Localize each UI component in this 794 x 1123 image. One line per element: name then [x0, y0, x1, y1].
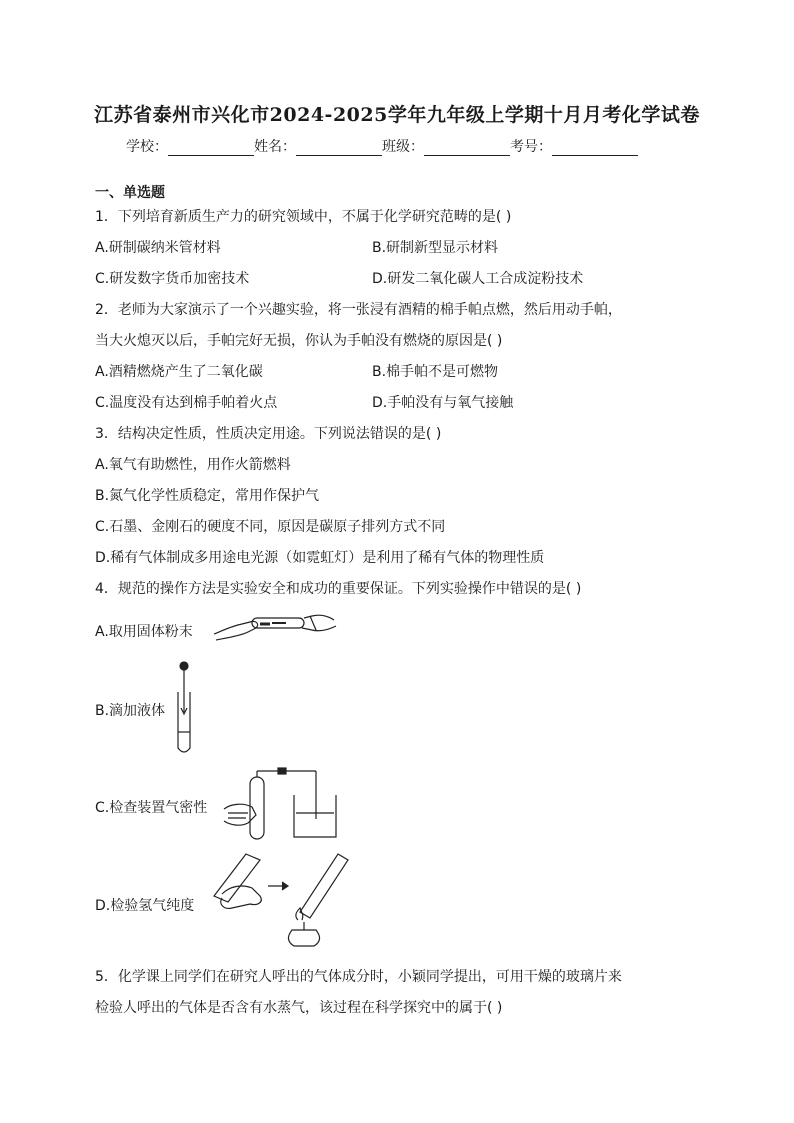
- q1-option-b[interactable]: B.研制新型显示材料: [372, 240, 499, 256]
- dropper-test-tube-icon: [172, 660, 196, 756]
- q2-option-c[interactable]: C.温度没有达到棉手帕着火点: [95, 395, 278, 411]
- q3-option-b[interactable]: B.氮气化学性质稳定，常用作保护气: [95, 488, 320, 504]
- q1-option-c[interactable]: C.研发数字货币加密技术: [95, 271, 250, 287]
- name-field[interactable]: [254, 136, 382, 156]
- q4-option-d[interactable]: D.检验氢气纯度: [95, 898, 195, 914]
- q4-option-b[interactable]: B.滴加液体: [95, 703, 166, 719]
- hand-test-tube-powder-icon: [212, 606, 338, 646]
- q4-stem: 4．规范的操作方法是实验安全和成功的重要保证。下列实验操作中错误的是( ): [95, 581, 582, 597]
- school-label: 学校：: [126, 139, 168, 155]
- airtightness-apparatus-icon: [222, 765, 348, 843]
- exam-number-field[interactable]: [510, 136, 638, 156]
- q3-stem: 3．结构决定性质，性质决定用途。下列说法错误的是( ): [95, 426, 442, 442]
- name-label: 姓名：: [254, 139, 296, 155]
- q3-option-c[interactable]: C.石墨、金刚石的硬度不同，原因是碳原子排列方式不同: [95, 519, 446, 535]
- exam-title: 江苏省泰州市兴化市2024-2025学年九年级上学期十月月考化学试卷: [94, 104, 700, 126]
- section-title: 一、单选题: [95, 185, 165, 201]
- q2-stem-line2: 当大火熄灭以后，手帕完好无损，你认为手帕没有燃烧的原因是( ): [95, 333, 503, 349]
- class-label: 班级：: [382, 139, 424, 155]
- q2-option-a[interactable]: A.酒精燃烧产生了二氧化碳: [95, 364, 263, 380]
- q1-stem: 1．下列培育新质生产力的研究领域中，不属于化学研究范畴的是( ): [95, 209, 512, 225]
- q2-stem-line1: 2．老师为大家演示了一个兴趣实验，将一张浸有酒精的棉手帕点燃，然后用动手帕，: [95, 302, 622, 318]
- q5-stem-line2: 检验人呼出的气体是否含有水蒸气，该过程在科学探究中的属于( ): [95, 1000, 503, 1016]
- class-field[interactable]: [382, 136, 510, 156]
- q4-option-c[interactable]: C.检查装置气密性: [95, 800, 208, 816]
- q3-option-d[interactable]: D.稀有气体制成多用途电光源（如霓虹灯）是利用了稀有气体的物理性质: [95, 550, 545, 566]
- q2-option-b[interactable]: B.棉手帕不是可燃物: [372, 364, 499, 380]
- q3-option-a[interactable]: A.氧气有助燃性，用作火箭燃料: [95, 457, 291, 473]
- exam-number-label: 考号：: [510, 139, 552, 155]
- school-field[interactable]: [126, 136, 254, 156]
- q1-option-a[interactable]: A.研制碳纳米管材料: [95, 240, 221, 256]
- q4-option-a[interactable]: A.取用固体粉末: [95, 624, 193, 640]
- student-info-row: [126, 136, 638, 156]
- q2-option-d[interactable]: D.手帕没有与氧气接触: [372, 395, 514, 411]
- hydrogen-purity-test-icon: [212, 850, 352, 950]
- q1-option-d[interactable]: D.研发二氧化碳人工合成淀粉技术: [372, 271, 584, 287]
- q5-stem-line1: 5．化学课上同学们在研究人呼出的气体成分时，小颖同学提出，可用干燥的玻璃片来: [95, 969, 622, 985]
